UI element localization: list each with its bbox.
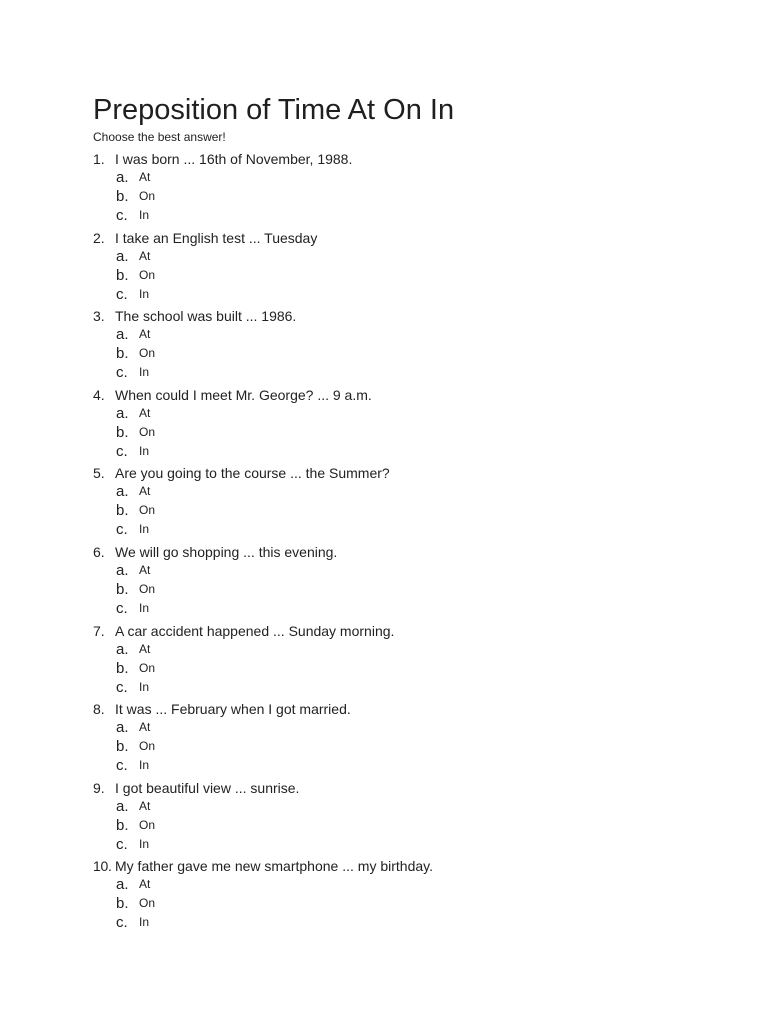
answer-option [116, 894, 155, 913]
option-letter: a. [116, 797, 129, 815]
answer-option [116, 678, 149, 697]
option-letter: a. [116, 326, 129, 344]
option-text: At [139, 484, 151, 499]
answer-option [116, 187, 155, 206]
question-text: When could I meet Mr. George? ... 9 a.m. [115, 386, 372, 403]
option-text: At [139, 562, 151, 577]
answer-option [116, 599, 149, 618]
option-letter: b. [116, 816, 129, 834]
answer-option [116, 520, 149, 539]
answer-option [116, 442, 149, 461]
question-item [93, 622, 693, 701]
answer-option [116, 640, 150, 659]
option-text: At [139, 641, 151, 656]
option-text: At [139, 405, 151, 420]
option-letter: b. [116, 345, 129, 363]
option-text: At [139, 327, 151, 342]
option-letter: b. [116, 738, 129, 756]
answer-option [116, 913, 149, 932]
option-text: On [139, 424, 156, 439]
option-letter: c. [116, 835, 128, 853]
option-text: On [139, 739, 156, 754]
option-letter: c. [116, 442, 128, 460]
answer-option [116, 835, 149, 854]
option-letter: b. [116, 502, 129, 520]
option-text: On [139, 346, 156, 361]
question-text: A car accident happened ... Sunday morning. [115, 622, 395, 639]
answer-option [116, 797, 150, 816]
question-number: 5. [93, 465, 105, 482]
option-text: In [139, 208, 150, 222]
answer-option [116, 206, 149, 225]
answer-option [116, 737, 155, 756]
question-item [93, 307, 693, 386]
answer-option [116, 482, 150, 501]
option-text: In [139, 679, 150, 694]
option-text: At [139, 170, 151, 184]
answer-option [116, 325, 150, 344]
instructions-text: Choose the best answer! [93, 130, 226, 144]
option-letter: b. [116, 266, 129, 284]
answer-option [116, 247, 150, 266]
option-text: At [139, 720, 151, 735]
option-letter: c. [116, 207, 128, 224]
option-letter: a. [116, 483, 129, 501]
option-letter: c. [116, 364, 128, 382]
option-letter: c. [116, 914, 128, 932]
page-title: Preposition of Time At On In [93, 94, 455, 126]
question-number: 6. [93, 543, 105, 560]
option-text: At [139, 877, 151, 892]
option-letter: a. [116, 876, 129, 894]
answer-option [116, 344, 155, 363]
option-letter: b. [116, 188, 129, 205]
question-number: 10. [93, 858, 112, 875]
question-text: We will go shopping ... this evening. [115, 543, 338, 560]
question-line [93, 464, 390, 482]
option-letter: b. [116, 895, 129, 913]
option-text: On [139, 581, 156, 596]
question-item [93, 464, 693, 543]
option-text: In [139, 365, 150, 380]
question-line [93, 622, 394, 640]
question-line [93, 150, 352, 168]
option-text: In [139, 522, 150, 537]
option-text: In [139, 443, 150, 458]
question-text: Are you going to the course ... the Summer? [115, 465, 390, 482]
answer-option [116, 501, 155, 520]
question-text: I got beautiful view ... sunrise. [115, 779, 300, 796]
question-number: 3. [93, 308, 105, 325]
question-line [93, 779, 299, 797]
answer-option [116, 659, 155, 678]
option-letter: b. [116, 423, 129, 441]
option-text: In [139, 758, 150, 773]
option-text: On [139, 896, 156, 911]
answer-option [116, 875, 150, 894]
question-list [93, 150, 693, 936]
question-item [93, 779, 693, 858]
question-item [93, 150, 693, 229]
question-number: 2. [93, 229, 105, 246]
question-item [93, 857, 693, 936]
option-letter: c. [116, 521, 128, 539]
option-letter: a. [116, 719, 129, 737]
option-letter: b. [116, 580, 129, 598]
option-letter: c. [116, 285, 128, 303]
answer-option [116, 404, 150, 423]
answer-option [116, 423, 155, 442]
question-line [93, 229, 317, 247]
question-number: 7. [93, 622, 105, 639]
option-letter: c. [116, 678, 128, 696]
question-line [93, 857, 433, 875]
option-text: In [139, 836, 150, 851]
answer-option [116, 363, 149, 382]
question-text: It was ... February when I got married. [115, 701, 351, 718]
option-text: On [139, 267, 156, 282]
question-number: 1. [93, 151, 105, 167]
question-line [93, 307, 296, 325]
question-number: 9. [93, 779, 105, 796]
question-item [93, 543, 693, 622]
answer-option [116, 580, 155, 599]
option-text: In [139, 286, 150, 301]
question-line [93, 700, 351, 718]
question-line [93, 543, 337, 561]
option-text: On [139, 817, 156, 832]
option-text: On [139, 189, 156, 203]
option-text: At [139, 248, 151, 263]
option-text: On [139, 503, 156, 518]
option-letter: a. [116, 561, 129, 579]
answer-option [116, 816, 155, 835]
answer-option [116, 285, 149, 304]
answer-option [116, 718, 150, 737]
question-item [93, 386, 693, 465]
answer-option [116, 168, 150, 187]
option-letter: b. [116, 659, 129, 677]
question-line [93, 386, 372, 404]
option-letter: a. [116, 640, 129, 658]
question-number: 4. [93, 386, 105, 403]
answer-option [116, 266, 155, 285]
option-text: In [139, 915, 150, 930]
question-text: My father gave me new smartphone ... my birthday. [115, 858, 433, 875]
option-letter: c. [116, 757, 128, 775]
option-text: In [139, 600, 150, 615]
option-letter: a. [116, 247, 129, 265]
option-letter: c. [116, 599, 128, 617]
answer-option [116, 756, 149, 775]
option-letter: a. [116, 404, 129, 422]
question-text: I take an English test ... Tuesday [115, 229, 318, 246]
option-text: At [139, 798, 151, 813]
question-item [93, 229, 693, 308]
question-text: I was born ... 16th of November, 1988. [115, 151, 353, 167]
option-letter: a. [116, 169, 129, 186]
answer-option [116, 561, 150, 580]
question-text: The school was built ... 1986. [115, 308, 297, 325]
question-item [93, 700, 693, 779]
option-text: On [139, 660, 156, 675]
question-number: 8. [93, 701, 105, 718]
